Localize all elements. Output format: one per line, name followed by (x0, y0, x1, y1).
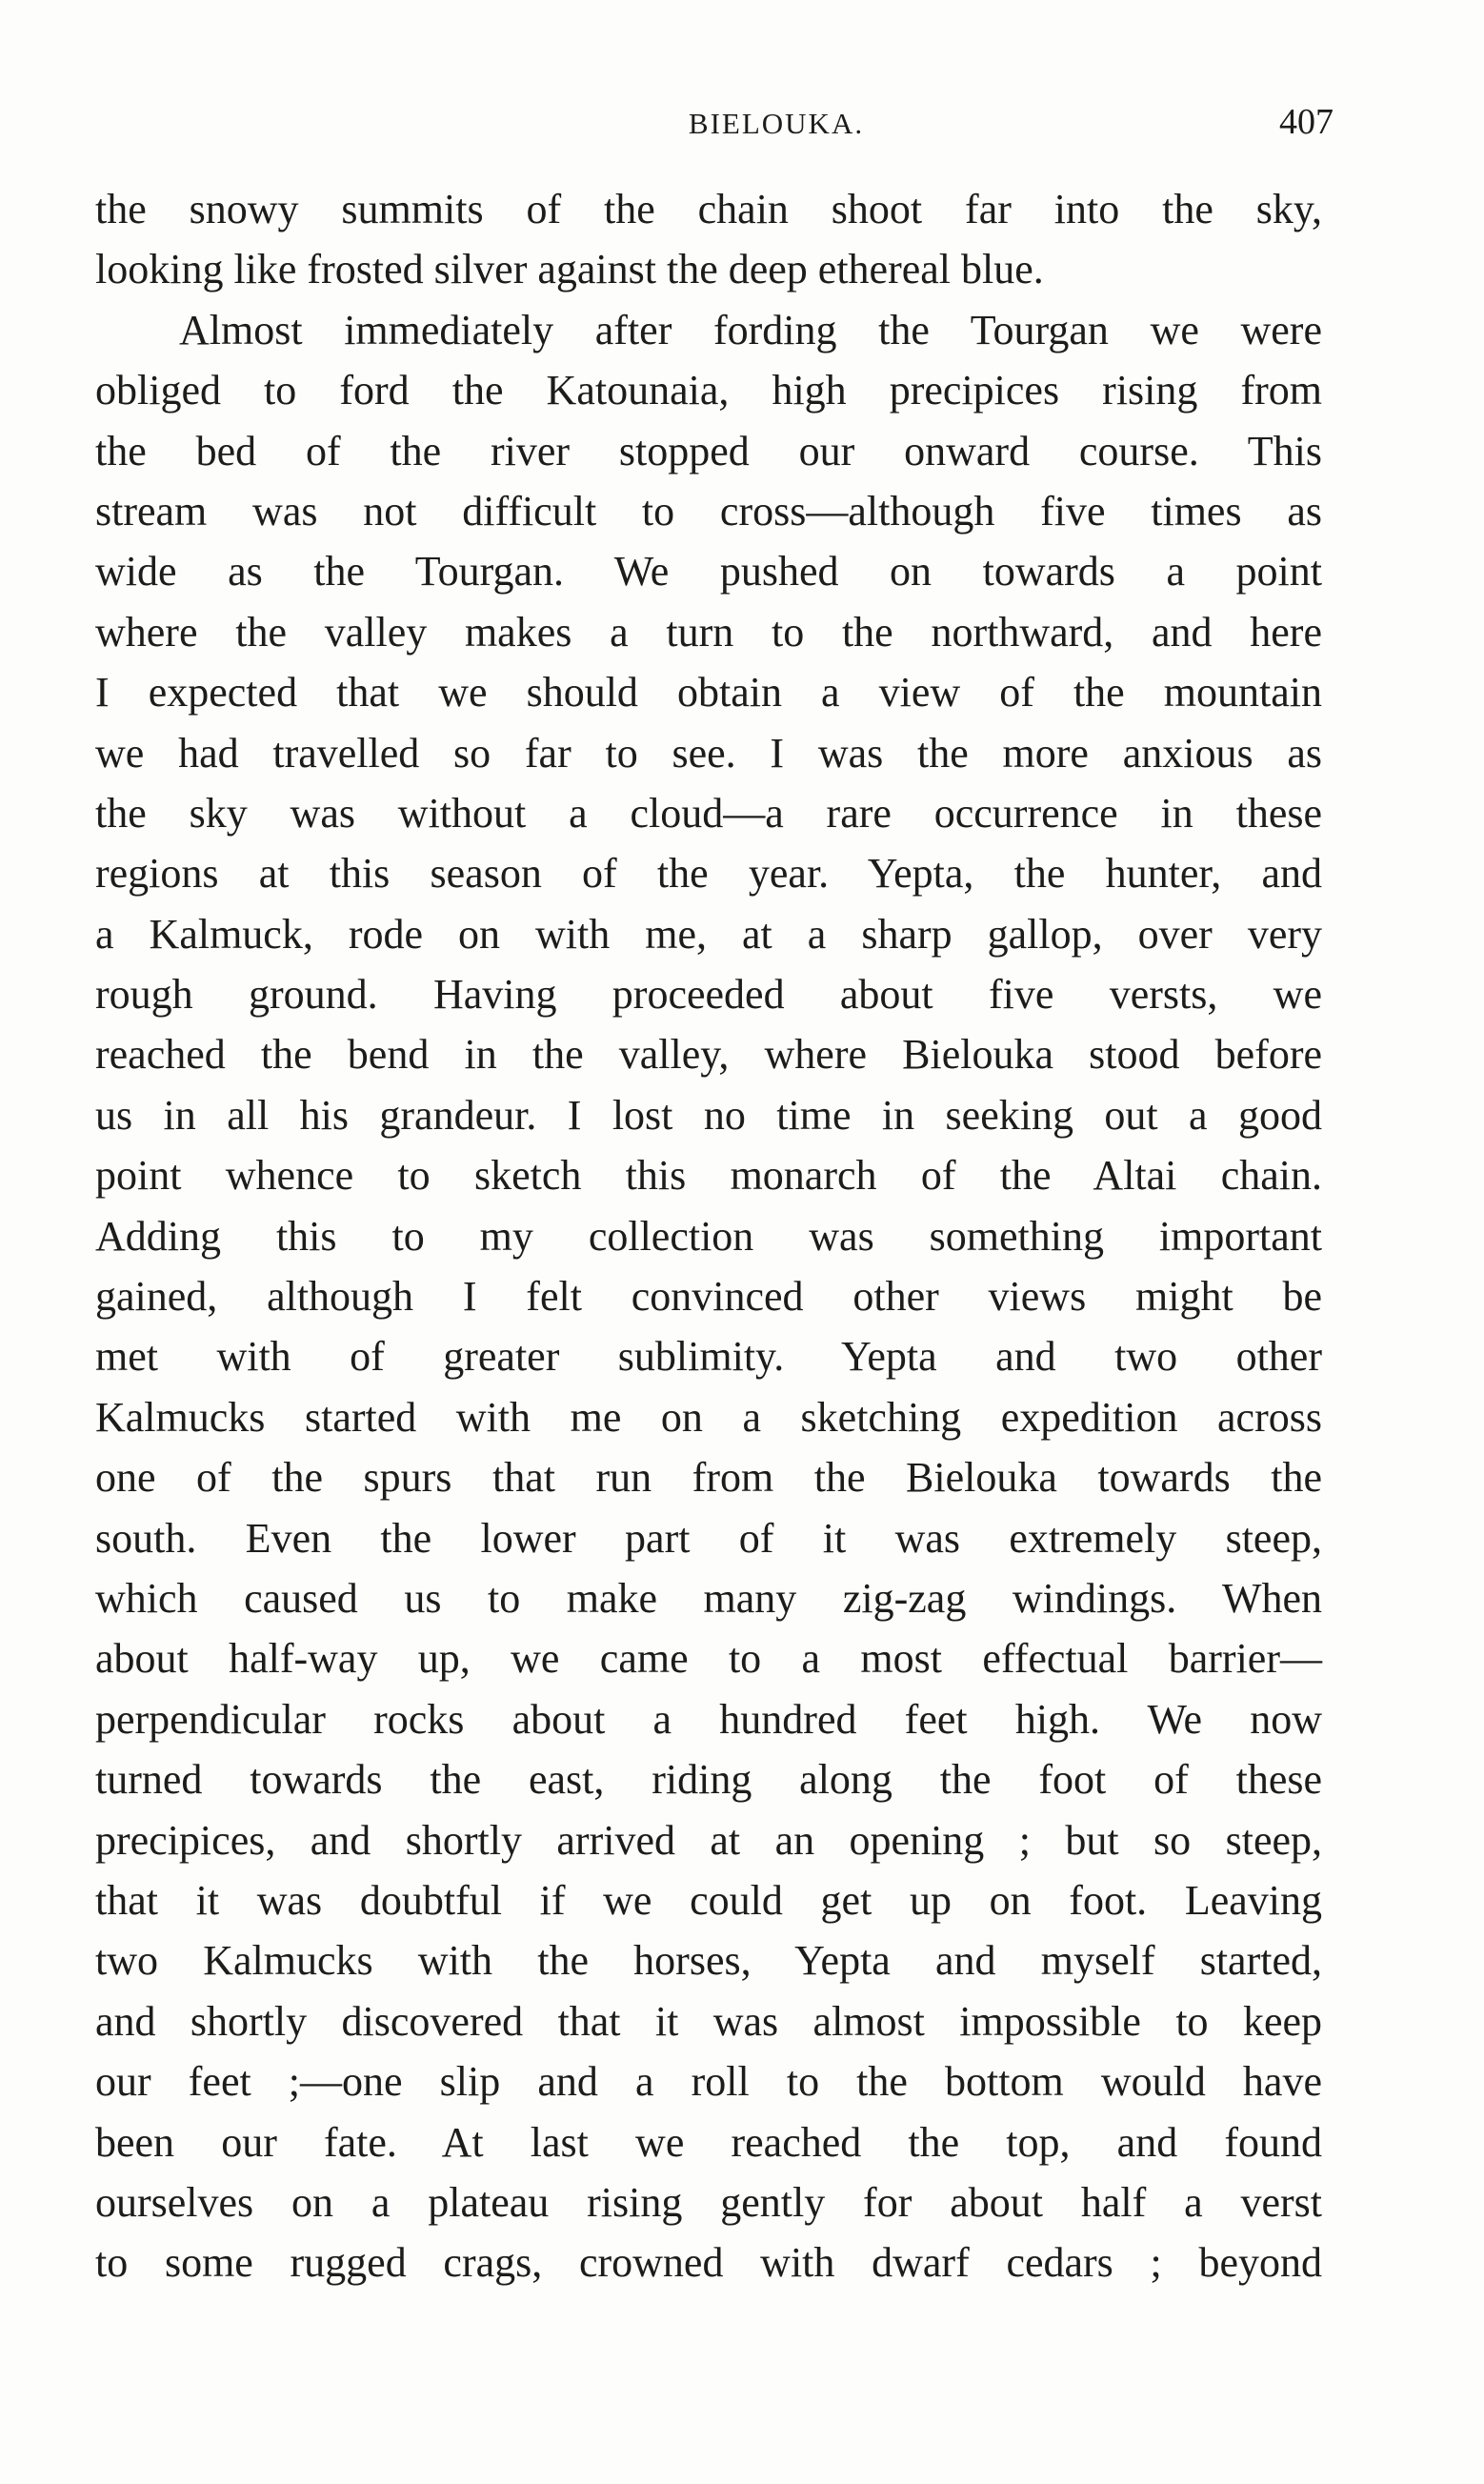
text-line: which caused us to make many zig-zag windings. When (95, 1574, 1322, 1622)
text-line: stream was not difficult to cross—although five times as (95, 487, 1322, 535)
body-text (95, 179, 1322, 2293)
text-line: gained, although I felt convinced other views might be (95, 1273, 1322, 1321)
text-line: that it was doubtful if we could get up on foot. Leaving (95, 1876, 1322, 1924)
text-line: regions at this season of the year. Yepta, the hunter, and (95, 850, 1322, 898)
text-line: Adding this to my collection was something important (95, 1212, 1322, 1260)
text-line: one of the spurs that run from the Bielouka towards the (95, 1454, 1322, 1502)
text-line: Kalmucks started with me on a sketching expedition across (95, 1393, 1322, 1441)
text-line: perpendicular rocks about a hundred feet high. We now (95, 1695, 1322, 1743)
text-line: and shortly discovered that it was almost impossible to keep (95, 1997, 1322, 2045)
text-line: turned towards the east, riding along the foot of these (95, 1756, 1322, 1804)
text-line: the sky was without a cloud—a rare occurrence in these (95, 789, 1322, 837)
text-line: about half-way up, we came to a most effectual barrier— (95, 1635, 1322, 1683)
text-line: two Kalmucks with the horses, Yepta and myself started, (95, 1937, 1322, 1985)
text-line: point whence to sketch this monarch of the Altai chain. (95, 1152, 1322, 1200)
text-line: met with of greater sublimity. Yepta and two other (95, 1333, 1322, 1381)
text-line: a Kalmuck, rode on with me, at a sharp gallop, over very (95, 910, 1322, 958)
text-line: been our fate. At last we reached the top, and found (95, 2118, 1322, 2166)
running-title: BIELOUKA. (688, 107, 865, 140)
text-line: precipices, and shortly arrived at an opening ; but so steep, (95, 1816, 1322, 1864)
text-line: rough ground. Having proceeded about five versts, we (95, 971, 1322, 1019)
text-line: where the valley makes a turn to the northward, and here (95, 608, 1322, 656)
text-line: reached the bend in the valley, where Bielouka stood before (95, 1031, 1322, 1079)
text-line: our feet ;—one slip and a roll to the bottom would have (95, 2058, 1322, 2106)
text-line: wide as the Tourgan. We pushed on towards a point (95, 548, 1322, 596)
text-line: us in all his grandeur. I lost no time in seeking out a good (95, 1091, 1322, 1139)
text-line: the bed of the river stopped our onward course. This (95, 427, 1322, 475)
text-line: I expected that we should obtain a view of the mountain (95, 669, 1322, 717)
text-line: south. Even the lower part of it was extremely steep, (95, 1514, 1322, 1562)
text-line: obliged to ford the Katounaia, high precipices rising from (95, 367, 1322, 414)
text-line: the snowy summits of the chain shoot far into the sky, (95, 186, 1322, 232)
text-line: Almost immediately after fording the Tourgan we were (179, 306, 1322, 353)
page-number: 407 (1279, 102, 1334, 142)
text-line: ourselves on a plateau rising gently for about half a verst (95, 2178, 1322, 2226)
text-line: looking like frosted silver against the deep ethereal blue. (95, 246, 1044, 293)
text-line: we had travelled so far to see. I was the more anxious as (95, 729, 1322, 777)
text-line: to some rugged crags, crowned with dwarf cedars ; beyond (95, 2239, 1322, 2287)
